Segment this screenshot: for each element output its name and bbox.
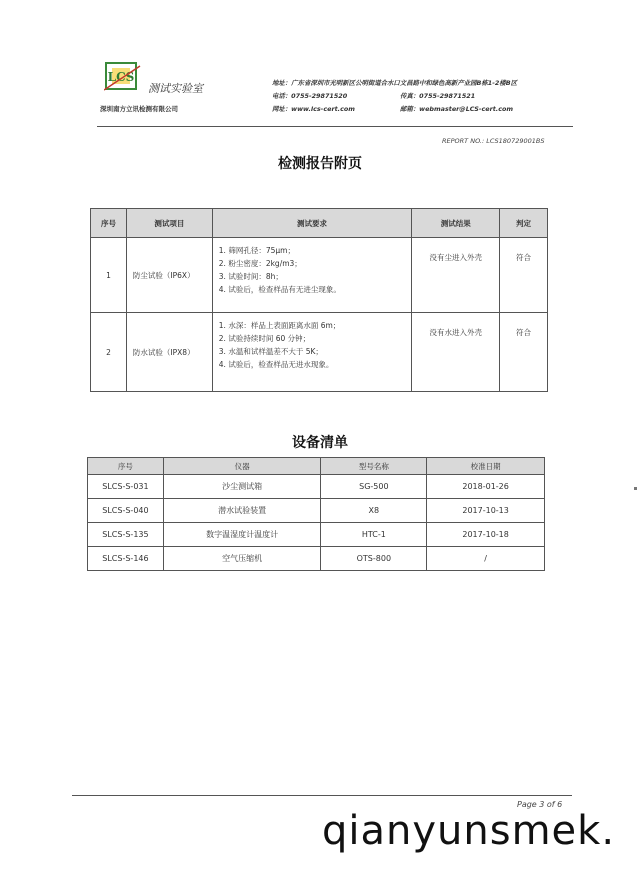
col-header-item: 测试项目 xyxy=(126,209,212,238)
lcs-logo-icon xyxy=(104,60,142,94)
requirement-line: 2. 试验持续时间 60 分钟； xyxy=(218,334,311,343)
email: 邮箱：webmaster@LCS-cert.com xyxy=(400,105,514,113)
equipment-no: SLCS-S-135 xyxy=(88,523,164,547)
equipment-date: / xyxy=(427,547,545,571)
col-header-instrument: 仪器 xyxy=(163,458,321,475)
row-requirements xyxy=(212,313,412,392)
equipment-name: 潜水试验装置 xyxy=(163,499,321,523)
page-number: Page 3 of 6 xyxy=(517,800,563,809)
equipment-date: 2017-10-18 xyxy=(427,523,545,547)
row-item: 防水试验（IPX8） xyxy=(126,313,212,392)
table-row xyxy=(88,499,545,523)
watermark-text: qianyunsmek. xyxy=(322,808,616,854)
equipment-model: OTS-800 xyxy=(321,547,427,571)
table-row xyxy=(88,523,545,547)
scan-mark xyxy=(634,487,637,490)
equipment-name: 数字温湿度计温度计 xyxy=(163,523,321,547)
footer-divider xyxy=(72,795,572,796)
equipment-no: SLCS-S-146 xyxy=(88,547,164,571)
page-title: 检测报告附页 xyxy=(278,156,362,172)
row-requirements xyxy=(212,238,412,313)
company-name: 深圳南方立讯检测有限公司 xyxy=(100,105,178,113)
table-row xyxy=(88,547,545,571)
website: 网址：www.lcs-cert.com xyxy=(272,105,355,113)
address: 地址：广东省深圳市光明新区公明街道合水口文昌路中和绿色高新产业园B栋1-2楼B区 xyxy=(272,79,517,87)
row-no: 1 xyxy=(91,238,127,313)
table-row xyxy=(88,475,545,499)
col-header-result: 测试结果 xyxy=(412,209,500,238)
test-table-header xyxy=(91,209,548,238)
requirement-line: 2. 粉尘密度：2kg/m3； xyxy=(218,259,302,268)
requirement-line: 3. 试验时间：8h； xyxy=(218,272,283,281)
equipment-model: HTC-1 xyxy=(321,523,427,547)
requirement-line: 4. 试验后，检查样品有无进尘现象。 xyxy=(218,285,341,294)
equipment-model: SG-500 xyxy=(321,475,427,499)
col-header-model: 型号名称 xyxy=(321,458,427,475)
equipment-model: X8 xyxy=(321,499,427,523)
table-row xyxy=(91,238,548,313)
requirement-line: 1. 筛网孔径：75μm； xyxy=(218,246,295,255)
equipment-date: 2017-10-13 xyxy=(427,499,545,523)
phone: 电话：0755-29871520 xyxy=(272,92,348,100)
equipment-title: 设备清单 xyxy=(292,435,348,451)
col-header-no: 序号 xyxy=(88,458,164,475)
logo-text: 测试实验室 xyxy=(148,82,203,95)
fax: 传真：0755-29871521 xyxy=(400,92,476,100)
table-row xyxy=(91,313,548,392)
equipment-no: SLCS-S-040 xyxy=(88,499,164,523)
requirement-line: 1. 水深：样品上表面距离水面 6m； xyxy=(218,321,341,330)
row-no: 2 xyxy=(91,313,127,392)
equipment-date: 2018-01-26 xyxy=(427,475,545,499)
row-result: 没有尘进入外壳 xyxy=(412,238,500,313)
equipment-table xyxy=(87,457,545,571)
equipment-name: 沙尘测试箱 xyxy=(163,475,321,499)
requirement-line: 3. 水温和试样温差不大于 5K； xyxy=(218,347,323,356)
requirement-line: 4. 试验后，检查样品无进水现象。 xyxy=(218,360,334,369)
report-number: REPORT NO.: LCS180729001BS xyxy=(442,137,545,145)
svg-text:LCS: LCS xyxy=(107,70,135,84)
col-header-requirements: 测试要求 xyxy=(212,209,412,238)
col-header-calibration-date: 校准日期 xyxy=(427,458,545,475)
row-verdict: 符合 xyxy=(500,313,548,392)
row-item: 防尘试验（IP6X） xyxy=(126,238,212,313)
equipment-table-header xyxy=(88,458,545,475)
test-table xyxy=(90,208,548,392)
header-divider xyxy=(97,126,573,127)
row-verdict: 符合 xyxy=(500,238,548,313)
col-header-verdict: 判定 xyxy=(500,209,548,238)
equipment-no: SLCS-S-031 xyxy=(88,475,164,499)
equipment-name: 空气压缩机 xyxy=(163,547,321,571)
col-header-no: 序号 xyxy=(91,209,127,238)
row-result: 没有水进入外壳 xyxy=(412,313,500,392)
